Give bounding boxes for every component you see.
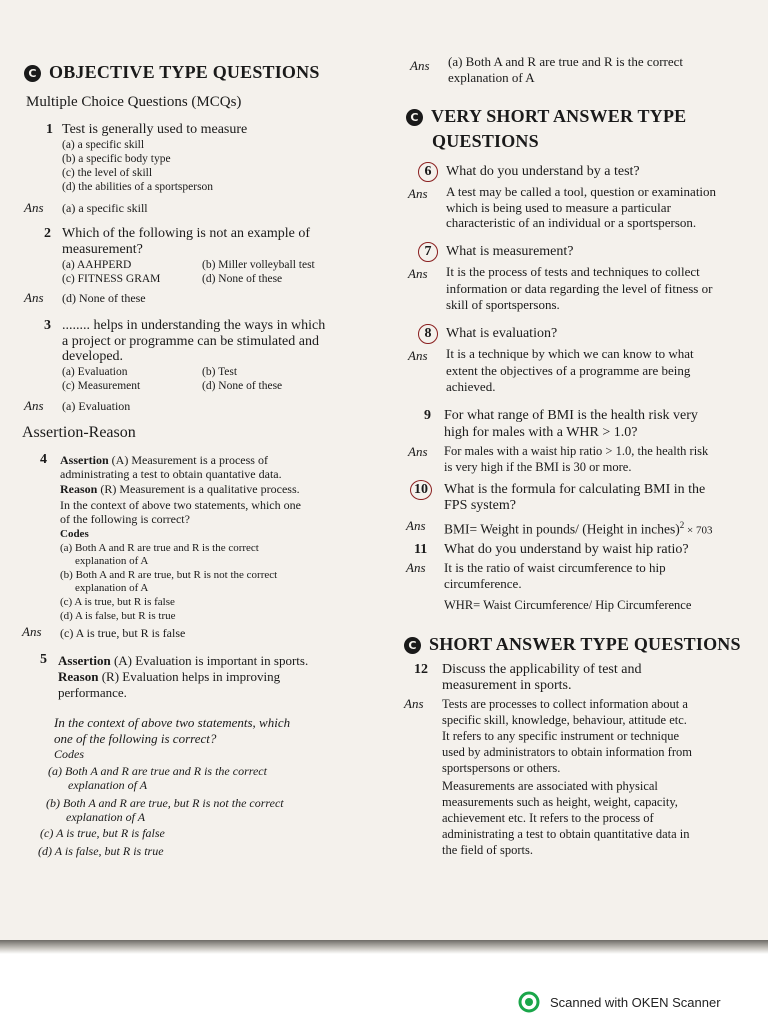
q6-number — [418, 162, 438, 182]
q12-answer-line: specific skill, knowledge, behaviour, attitude etc. — [442, 713, 687, 727]
q5-option-b-line1: (b) Both A and R are true, but R is not the correct — [46, 796, 284, 810]
q10-answer-formula: BMI= Weight in pounds/ (Height in inches) — [444, 521, 680, 537]
q1-text: Test is generally used to measure — [62, 122, 248, 137]
q4-option-a-line2: explanation of A — [75, 555, 149, 567]
q4-context-line1: In the context of above two statements, which one — [60, 498, 301, 512]
scanner-logo-dot — [525, 998, 533, 1006]
q9-line2: high for males with a WHR > 1.0? — [444, 425, 638, 440]
q10-answer-exponent: 2 — [679, 520, 685, 530]
q5-option-c: (c) A is true, but R is false — [40, 826, 165, 840]
q8-answer-line2: extent the objectives of a programme are being — [446, 363, 691, 378]
q4-ans-label: Ans — [22, 624, 42, 639]
q11-formula: WHR= Waist Circumference/ Hip Circumference — [444, 598, 692, 612]
q12-line2: measurement in sports. — [442, 678, 572, 693]
q11-number: 11 — [414, 542, 428, 557]
q5-option-a-line1: (a) Both A and R are true and R is the correct — [48, 764, 267, 778]
q8-number — [418, 324, 438, 344]
q8-ans-label: Ans — [408, 348, 428, 363]
q1-option-d: (d) the abilities of a sportsperson — [62, 181, 214, 193]
q3-number: 3 — [44, 318, 51, 333]
q5-option-d: (d) A is false, but R is true — [38, 844, 164, 858]
q4-option-b-line1: (b) Both A and R are true, but R is not the correct — [60, 569, 278, 581]
q12-answer-line: used by administrators to obtain information from — [442, 745, 692, 759]
q8-answer-line1: It is a technique by which we can know to what — [446, 346, 694, 361]
q5-number: 5 — [40, 652, 47, 667]
q7-number — [418, 242, 438, 262]
q3-ans-label: Ans — [24, 398, 44, 413]
q3-option-a: (a) Evaluation — [62, 366, 128, 378]
q1-ans-label: Ans — [24, 200, 44, 215]
objective-heading-text: OBJECTIVE TYPE QUESTIONS — [49, 62, 320, 82]
q5-reason-line2: performance. — [58, 685, 127, 700]
q12-answer-line: administrating a test to obtain quantitative data in — [442, 827, 690, 841]
q3-option-c: (c) Measurement — [62, 380, 141, 392]
q10-number-circle: 10 — [410, 480, 432, 500]
q1-answer: (a) a specific skill — [62, 201, 148, 215]
q2-answer: (d) None of these — [62, 291, 146, 305]
q4-assertion-label: Assertion — [60, 453, 109, 467]
vsa-heading-line1: VERY SHORT ANSWER TYPE — [431, 106, 687, 126]
q5-assertion-label: Assertion — [58, 653, 111, 668]
q10-ans-label: Ans — [406, 518, 426, 533]
q6-ans-label: Ans — [408, 186, 428, 201]
q8-question: What is evaluation? — [446, 326, 558, 341]
q12-answer-line: sportspersons or others. — [442, 761, 561, 775]
q12-number: 12 — [414, 662, 428, 677]
q11-ans-label: Ans — [406, 560, 426, 575]
q6-number-circle: 6 — [418, 162, 438, 182]
q4-reason-label: Reason — [60, 482, 98, 496]
q4-codes: Codes — [60, 528, 89, 540]
q10-answer — [444, 518, 712, 539]
q4-option-b-line2: explanation of A — [75, 582, 149, 594]
q7-answer-line1: It is the process of tests and techniques to collect — [446, 264, 700, 279]
q5-option-a-line2: explanation of A — [68, 778, 148, 792]
mcq-heading: Multiple Choice Questions (MCQs) — [26, 94, 242, 110]
q12-answer-line: measurements such as height, weight, capacity, — [442, 795, 678, 809]
q12-ans-label: Ans — [404, 696, 424, 711]
top-answer-line1: (a) Both A and R are true and R is the correct — [448, 54, 684, 69]
q2-number: 2 — [44, 226, 51, 241]
q5-assertion-text: (A) Evaluation is important in sports. — [113, 653, 309, 668]
q7-answer-line3: skill of sportspersons. — [446, 297, 560, 312]
q12-answer-line: the field of sports. — [442, 843, 533, 857]
q4-assertion-line2: administrating a test to obtain quantative data. — [60, 467, 282, 481]
scanner-text: Scanned with OKEN Scanner — [550, 994, 721, 1010]
q4-assertion — [60, 453, 268, 467]
q4-number: 4 — [40, 452, 47, 467]
q10-line2: FPS system? — [444, 498, 516, 513]
q4-option-a-line1: (a) Both A and R are true and R is the correct — [60, 542, 259, 554]
sa-heading-text: SHORT ANSWER TYPE QUESTIONS — [429, 634, 741, 654]
q2-line1: Which of the following is not an example of — [62, 226, 311, 241]
q5-context-line2: one of the following is correct? — [54, 731, 217, 746]
q5-codes: Codes — [54, 747, 84, 761]
q7-question: What is measurement? — [446, 244, 574, 259]
vsa-heading — [406, 106, 686, 127]
q9-number: 9 — [424, 408, 431, 423]
q1-option-c: (c) the level of skill — [62, 167, 153, 179]
q6-answer-line3: characteristic of an individual or a sportsperson. — [446, 215, 697, 230]
q4-answer: (c) A is true, but R is false — [60, 626, 186, 640]
q3-line1: ........ helps in understanding the ways in which — [62, 318, 326, 333]
q2-line2: measurement? — [62, 242, 143, 257]
q1-number: 1 — [46, 122, 53, 137]
q4-option-d: (d) A is false, but R is true — [60, 610, 176, 622]
q7-number-circle: 7 — [418, 242, 438, 262]
q5-context-line1: In the context of above two statements, which — [54, 715, 291, 730]
q4-reason — [60, 482, 300, 496]
q12-line1: Discuss the applicability of test and — [442, 662, 642, 677]
q6-answer-line2: which is being used to measure a particular — [446, 200, 671, 215]
q11-question: What do you understand by waist hip ratio? — [444, 542, 689, 557]
q12-answer-line: It refers to any specific instrument or technique — [442, 729, 680, 743]
q3-line2: a project or programme can be stimulated and — [62, 334, 319, 349]
q4-context-line2: of the following is correct? — [60, 512, 190, 526]
q6-question: What do you understand by a test? — [446, 164, 640, 179]
q3-option-b: (b) Test — [202, 366, 238, 378]
vsa-heading-line2: QUESTIONS — [432, 131, 539, 151]
q9-ans-label: Ans — [408, 444, 428, 459]
q10-number — [410, 480, 432, 500]
q8-answer-line3: achieved. — [446, 379, 496, 394]
q11-answer-line2: circumference. — [444, 576, 522, 591]
top-ans-label: Ans — [410, 58, 430, 73]
q8-number-circle: 8 — [418, 324, 438, 344]
q3-line3: developed. — [62, 349, 124, 364]
q6-answer-line1: A test may be called a tool, question or examination — [446, 184, 717, 199]
q9-line1: For what range of BMI is the health risk very — [444, 408, 698, 423]
q5-reason-text: (R) Evaluation helps in improving — [101, 669, 281, 684]
q12-answer-line: Tests are processes to collect information about a — [442, 697, 688, 711]
q5-assertion — [58, 654, 308, 668]
q2-option-d: (d) None of these — [202, 273, 283, 285]
q5-reason-label: Reason — [58, 669, 99, 684]
q5-reason — [58, 670, 280, 684]
q5-option-b-line2: explanation of A — [66, 810, 146, 824]
q2-option-c: (c) FITNESS GRAM — [62, 273, 161, 285]
assertion-reason-heading: Assertion-Reason — [22, 424, 136, 441]
q3-answer: (a) Evaluation — [62, 399, 131, 413]
q1-option-b: (b) a specific body type — [62, 153, 171, 165]
q3-option-d: (d) None of these — [202, 380, 283, 392]
q11-answer-line1: It is the ratio of waist circumference to hip — [444, 560, 666, 575]
scanner-logo-icon — [518, 991, 540, 1013]
q7-ans-label: Ans — [408, 266, 428, 281]
q4-assertion-text: (A) Measurement is a process of — [111, 453, 268, 467]
q10-answer-multiplier: × 703 — [684, 524, 713, 537]
section-bullet-icon: C — [406, 109, 423, 126]
q2-ans-label: Ans — [24, 290, 44, 305]
page-edge-shadow — [0, 940, 768, 954]
q12-answer-line: achievement etc. It refers to the process of — [442, 811, 654, 825]
sa-heading — [404, 634, 741, 655]
q10-line1: What is the formula for calculating BMI in the — [444, 482, 706, 497]
q9-answer-line2: is very high if the BMI is 30 or more. — [444, 460, 632, 474]
top-answer-line2: explanation of A — [448, 70, 535, 85]
q4-reason-text: (R) Measurement is a qualitative process. — [100, 482, 300, 496]
q2-option-b: (b) Miller volleyball test — [202, 259, 315, 271]
q1-option-a: (a) a specific skill — [62, 139, 145, 151]
section-bullet-icon: C — [24, 65, 41, 82]
q4-option-c: (c) A is true, but R is false — [60, 596, 175, 608]
q7-answer-line2: information or data regarding the level of fitness or — [446, 281, 713, 296]
q2-option-a: (a) AAHPERD — [62, 259, 132, 271]
section-bullet-icon: C — [404, 637, 421, 654]
scanner-watermark — [518, 992, 721, 1012]
q9-answer-line1: For males with a waist hip ratio > 1.0, the health risk — [444, 444, 709, 458]
objective-heading — [24, 62, 320, 83]
q12-answer-line: Measurements are associated with physical — [442, 779, 658, 793]
